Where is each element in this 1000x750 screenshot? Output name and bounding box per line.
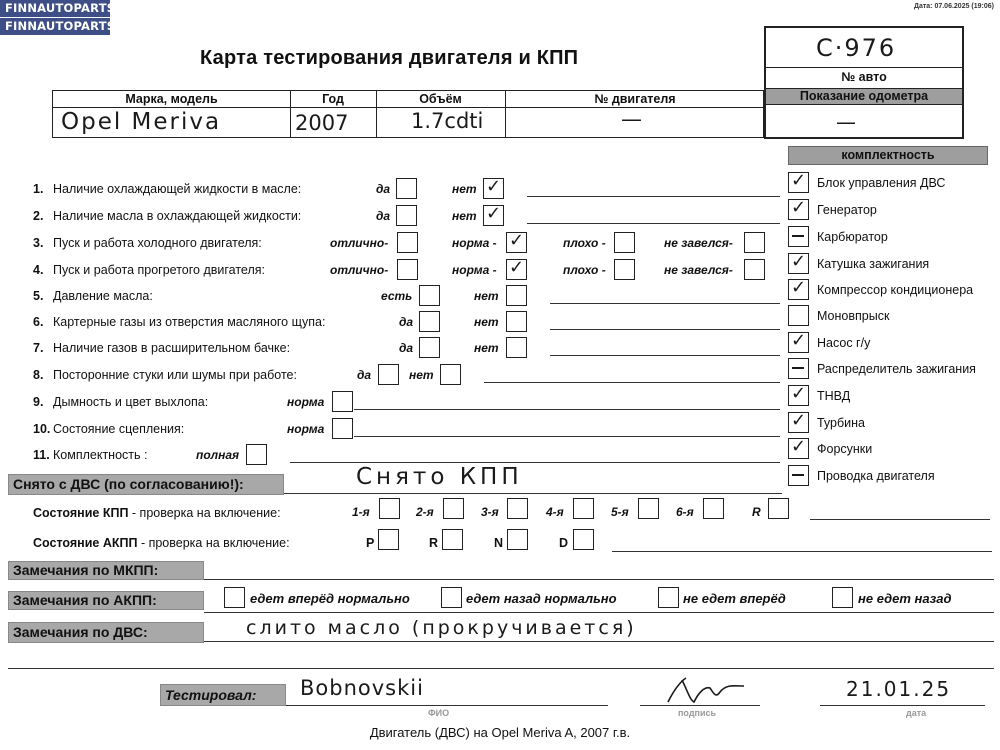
check-2-opt-box-3[interactable] (744, 232, 765, 253)
check-9-opt-box-0[interactable] (332, 418, 353, 439)
image-caption: Двигатель (ДВС) на Opel Meriva A, 2007 г.в. (369, 725, 631, 740)
check-6-opt-label-0: да (399, 341, 414, 355)
kit-label-2: Карбюратор (817, 230, 888, 244)
check-mark-icon: ✓ (791, 277, 807, 298)
date-caption: дата (906, 708, 927, 718)
check-7-opt-label-0: да (357, 368, 372, 382)
check-text-10: Комплектность : (53, 448, 148, 462)
kpp-gear-label-1: 2-я (416, 505, 434, 519)
check-mark-icon: ✓ (791, 330, 807, 351)
check-7-opt-box-1[interactable] (440, 364, 461, 385)
dash-mark (792, 235, 804, 237)
check-3-opt-box-0[interactable] (397, 259, 418, 280)
test-date: 21.01.25 (846, 677, 952, 701)
akpp-mode-box-2[interactable] (507, 529, 528, 550)
dash-mark (792, 367, 804, 369)
kit-checkbox-2[interactable] (788, 226, 809, 247)
check-9-opt-label-0: норма (287, 422, 325, 436)
kit-label-0: Блок управления ДВС (817, 176, 946, 190)
remarks-akpp-label: Замечания по АКПП: (8, 591, 204, 610)
akpp-mode-label-0: P (366, 536, 375, 550)
check-num-0: 1. (33, 182, 44, 196)
akpp-remark-box-0[interactable] (224, 587, 245, 608)
check-1-opt-label-1: нет (452, 209, 477, 223)
check-4-opt-label-0: есть (381, 289, 413, 303)
kit-checkbox-0[interactable] (788, 172, 809, 193)
check-3-opt-box-3[interactable] (744, 259, 765, 280)
sign-caption: подпись (678, 708, 717, 718)
akpp-mode-box-3[interactable] (573, 529, 594, 550)
check-3-opt-box-2[interactable] (614, 259, 635, 280)
kpp-gear-box-6[interactable] (768, 498, 789, 519)
check-mark-icon: ✓ (486, 176, 502, 197)
check-5-opt-box-1[interactable] (506, 311, 527, 332)
kpp-gear-box-5[interactable] (703, 498, 724, 519)
check-text-6: Наличие газов в расширительном бачке: (53, 341, 291, 355)
col-year: Год (322, 92, 344, 106)
check-10-opt-label-0: полная (196, 448, 240, 462)
akpp-mode-label-1: R (429, 536, 439, 550)
engine-number-value: — (621, 107, 644, 131)
kpp-gear-box-4[interactable] (638, 498, 659, 519)
kit-checkbox-4[interactable] (788, 279, 809, 300)
check-num-1: 2. (33, 209, 44, 223)
kit-checkbox-3[interactable] (788, 253, 809, 274)
kpp-label (33, 506, 281, 520)
check-num-3: 4. (33, 263, 44, 277)
check-num-4: 5. (33, 289, 44, 303)
akpp-remark-label-1: едет назад нормально (466, 591, 617, 606)
page-title: Карта тестирования двигателя и КПП (200, 47, 579, 69)
kpp-gear-box-3[interactable] (573, 498, 594, 519)
kpp-gear-label-2: 3-я (481, 505, 499, 519)
check-mark-icon: ✓ (791, 436, 807, 457)
check-mark-icon: ✓ (509, 230, 525, 251)
volume-value: 1.7cdti (411, 109, 484, 133)
odometer-value: — (836, 110, 858, 134)
check-1-opt-box-1[interactable] (483, 205, 504, 226)
kit-label-7: Распределитель зажигания (817, 362, 976, 376)
print-date: Дата: 07.06.2025 (19:06) (913, 3, 994, 10)
check-2-opt-label-0: отлично- (330, 236, 389, 250)
check-3-opt-label-0: отлично- (330, 263, 389, 277)
remarks-dvs-value: слито масло (прокручивается) (246, 617, 637, 639)
auto-code: C·976 (816, 34, 897, 62)
check-2-opt-box-1[interactable] (506, 232, 527, 253)
check-3-opt-label-1: норма - (452, 263, 497, 277)
odometer-label: Показание одометра (766, 89, 962, 104)
check-text-7: Посторонние стуки или шумы при работе: (53, 368, 297, 382)
kit-label-6: Насос г/у (817, 336, 871, 350)
kit-checkbox-6[interactable] (788, 332, 809, 353)
check-8-opt-label-0: норма (287, 395, 325, 409)
check-3-opt-box-1[interactable] (506, 259, 527, 280)
kit-label-8: ТНВД (817, 389, 851, 403)
check-6-opt-label-1: нет (474, 341, 499, 355)
check-0-opt-box-0[interactable] (396, 178, 417, 199)
kit-checkbox-1[interactable] (788, 199, 809, 220)
check-4-opt-label-1: нет (474, 289, 499, 303)
kit-label-4: Компрессор кондиционера (817, 283, 974, 297)
brand-logo-secondary: FINNAUTOPARTS (0, 18, 110, 35)
col-engine-number: № двигателя (594, 92, 676, 106)
kpp-gear-label-5: 6-я (676, 505, 694, 519)
akpp-remark-box-3[interactable] (832, 587, 853, 608)
kpp-gear-box-1[interactable] (443, 498, 464, 519)
check-num-9: 10. (33, 422, 51, 436)
check-text-9: Состояние сцепления: (53, 422, 185, 436)
check-2-opt-label-3: не завелся- (664, 236, 733, 250)
check-text-4: Давление масла: (53, 289, 153, 303)
akpp-mode-label-3: D (559, 536, 569, 550)
check-4-opt-box-0[interactable] (419, 285, 440, 306)
auto-number-box (764, 26, 964, 139)
check-text-2: Пуск и работа холодного двигателя: (53, 236, 262, 250)
check-num-6: 7. (33, 341, 44, 355)
check-num-8: 9. (33, 395, 44, 409)
check-6-opt-box-0[interactable] (419, 337, 440, 358)
remarks-mkpp-label: Замечания по МКПП: (8, 561, 204, 580)
kit-label-11: Проводка двигателя (817, 469, 935, 483)
akpp-remark-box-2[interactable] (658, 587, 679, 608)
kpp-gear-label-4: 5-я (611, 505, 629, 519)
check-4-opt-box-1[interactable] (506, 285, 527, 306)
kit-title: комплектность (841, 148, 935, 162)
check-6-opt-box-1[interactable] (506, 337, 527, 358)
kit-checkbox-9[interactable] (788, 412, 809, 433)
check-mark-icon: ✓ (791, 251, 807, 272)
fio-caption: ФИО (428, 708, 450, 718)
check-text-0: Наличие охлаждающей жидкости в масле: (53, 182, 302, 196)
akpp-remark-label-2: не едет вперёд (683, 591, 786, 606)
akpp-label (33, 536, 290, 550)
kit-label-5: Моновпрыск (817, 309, 890, 323)
kit-checkbox-8[interactable] (788, 385, 809, 406)
check-text-8: Дымность и цвет выхлопа: (53, 395, 209, 409)
make-model-value: Opel Meriva (61, 109, 222, 135)
check-mark-icon: ✓ (791, 197, 807, 218)
akpp-remark-label-0: едет вперёд нормально (250, 591, 410, 606)
check-mark-icon: ✓ (791, 410, 807, 431)
akpp-label-rest: - проверка на включение: (137, 536, 290, 550)
check-3-opt-label-2: плохо - (563, 263, 606, 277)
kpp-gear-label-6: R (752, 505, 761, 519)
check-5-opt-label-0: да (399, 315, 414, 329)
kpp-label-rest: - проверка на включение: (128, 506, 281, 520)
removed-value: Снято КПП (356, 464, 523, 490)
kit-checkbox-10[interactable] (788, 438, 809, 459)
check-text-3: Пуск и работа прогретого двигателя: (53, 263, 265, 277)
kit-label-1: Генератор (817, 203, 877, 217)
kit-label-9: Турбина (817, 416, 865, 430)
check-2-opt-box-0[interactable] (397, 232, 418, 253)
check-10-opt-box-0[interactable] (246, 444, 267, 465)
check-7-opt-label-1: нет (409, 368, 434, 382)
check-mark-icon: ✓ (791, 170, 807, 191)
check-2-opt-box-2[interactable] (614, 232, 635, 253)
dash-mark (792, 474, 804, 476)
check-num-10: 11. (33, 448, 50, 462)
tester-name: Bobnovskii (300, 676, 424, 700)
check-mark-icon: ✓ (791, 383, 807, 404)
check-text-5: Картерные газы из отверстия масляного щупа: (53, 315, 326, 329)
check-0-opt-box-1[interactable] (483, 178, 504, 199)
akpp-label-bold: Состояние АКПП (33, 536, 138, 550)
kpp-gear-box-2[interactable] (507, 498, 528, 519)
check-mark-icon: ✓ (486, 203, 502, 224)
kpp-gear-box-0[interactable] (379, 498, 400, 519)
remarks-dvs-label: Замечания по ДВС: (8, 622, 204, 643)
vehicle-header-table (52, 90, 764, 138)
check-num-7: 8. (33, 368, 44, 382)
kit-checkbox-5[interactable] (788, 305, 809, 326)
kpp-gear-label-0: 1-я (352, 505, 370, 519)
check-text-1: Наличие масла в охлаждающей жидкости: (53, 209, 302, 223)
check-5-opt-box-0[interactable] (419, 311, 440, 332)
col-make-model: Марка, модель (125, 92, 218, 106)
year-value: 2007 (295, 111, 349, 135)
kit-label-3: Катушка зажигания (817, 257, 930, 271)
check-1-opt-box-0[interactable] (396, 205, 417, 226)
check-2-opt-label-1: норма - (452, 236, 497, 250)
tested-by-label: Тестировал: (160, 684, 286, 706)
check-num-2: 3. (33, 236, 44, 250)
check-3-opt-label-3: не завелся- (664, 263, 733, 277)
kit-checkbox-11[interactable] (788, 465, 809, 486)
check-8-opt-box-0[interactable] (332, 391, 353, 412)
kit-title-bar (788, 146, 988, 165)
akpp-mode-box-0[interactable] (378, 529, 399, 550)
akpp-mode-box-1[interactable] (442, 529, 463, 550)
check-mark-icon: ✓ (509, 257, 525, 278)
check-5-opt-label-1: нет (474, 315, 499, 329)
signature-mark (660, 672, 750, 708)
check-0-opt-label-0: да (376, 182, 391, 196)
kit-label-10: Форсунки (817, 442, 873, 456)
akpp-mode-label-2: N (494, 536, 504, 550)
akpp-remark-box-1[interactable] (441, 587, 462, 608)
akpp-remark-label-3: не едет назад (858, 591, 952, 606)
auto-number-label: № авто (841, 70, 887, 84)
check-num-5: 6. (33, 315, 44, 329)
check-0-opt-label-1: нет (452, 182, 477, 196)
col-volume: Объём (419, 92, 462, 106)
check-7-opt-box-0[interactable] (378, 364, 399, 385)
check-2-opt-label-2: плохо - (563, 236, 606, 250)
kpp-label-bold: Состояние КПП (33, 506, 129, 520)
brand-logo: FINNAUTOPARTS (0, 0, 110, 17)
check-1-opt-label-0: да (376, 209, 391, 223)
removed-label: Снято с ДВС (по согласованию!): (8, 474, 284, 495)
kpp-gear-label-3: 4-я (546, 505, 564, 519)
kit-checkbox-7[interactable] (788, 358, 809, 379)
